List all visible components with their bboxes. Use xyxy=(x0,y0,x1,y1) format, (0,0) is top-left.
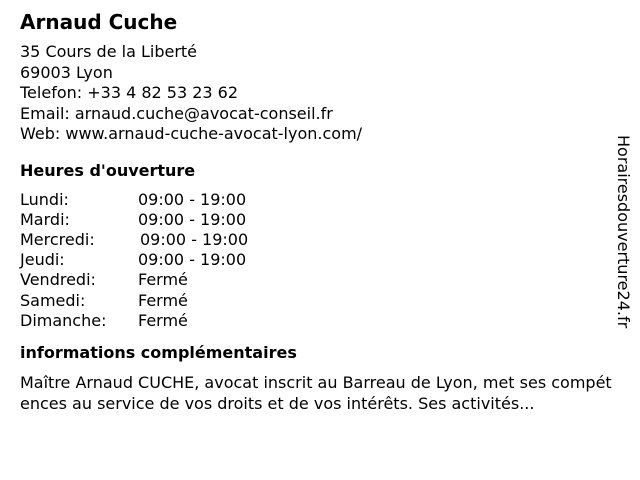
hours-row-friday xyxy=(20,270,620,290)
hours-row-sunday xyxy=(20,311,620,331)
info-title: informations complémentaires xyxy=(20,342,297,362)
hours-row-wednesday xyxy=(20,230,620,250)
street-address: 35 Cours de la Liberté xyxy=(20,42,198,61)
day-label: Dimanche: xyxy=(20,310,107,330)
day-label: Vendredi: xyxy=(20,270,96,290)
time-value: Fermé xyxy=(138,290,188,310)
business-name: Arnaud Cuche xyxy=(20,10,178,34)
business-card xyxy=(20,8,620,415)
time-value: 09:00 - 19:00 xyxy=(138,189,247,209)
hours-row-monday xyxy=(20,190,620,210)
phone-line: Telefon: +33 4 82 53 23 62 xyxy=(20,83,239,102)
info-description: Maître Arnaud CUCHE, avocat inscrit au Barreau de Lyon, met ses compétences au service de vos droits et de vos intérêts. Ses activités... xyxy=(20,372,612,414)
hours-row-tuesday xyxy=(20,210,620,230)
time-value: 09:00 - 19:00 xyxy=(138,209,247,229)
city-address: 69003 Lyon xyxy=(20,62,113,82)
site-watermark: Horairesdouverture24.fr xyxy=(614,135,633,329)
time-value: 09:00 - 19:00 xyxy=(138,250,247,270)
time-value: 09:00 - 19:00 xyxy=(140,229,249,249)
day-label: Lundi: xyxy=(20,189,69,209)
hours-title: Heures d'ouverture xyxy=(20,160,196,180)
email-line: Email: arnaud.cuche@avocat-conseil.fr xyxy=(20,103,333,123)
day-label: Mercredi: xyxy=(20,229,95,249)
day-label: Jeudi: xyxy=(20,250,65,270)
day-label: Samedi: xyxy=(20,290,86,310)
hours-row-thursday xyxy=(20,250,620,270)
day-label: Mardi: xyxy=(20,209,70,229)
hours-row-saturday xyxy=(20,291,620,311)
time-value: Fermé xyxy=(138,310,188,330)
time-value: Fermé xyxy=(138,270,188,290)
web-line: Web: www.arnaud-cuche-avocat-lyon.com/ xyxy=(20,124,363,143)
hours-table xyxy=(20,190,620,331)
